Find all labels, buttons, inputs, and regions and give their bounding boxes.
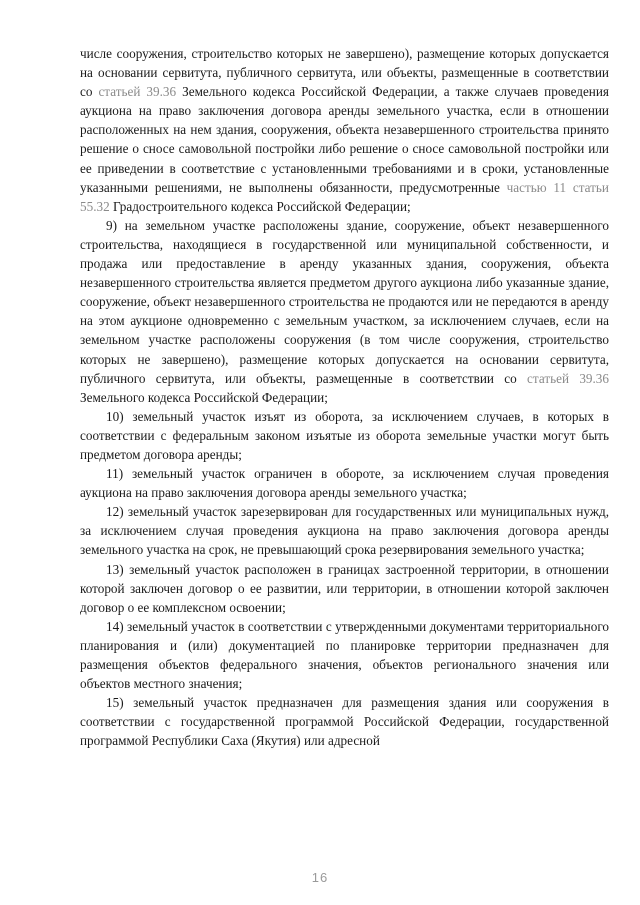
paragraph xyxy=(80,216,609,407)
law-reference-link[interactable]: частью 11 статьи 55.32 xyxy=(80,179,609,214)
paragraph-text: Градостроительного кодекса Российской Федерации; xyxy=(109,198,411,214)
paragraph xyxy=(80,407,609,464)
paragraph xyxy=(80,44,609,216)
paragraph xyxy=(80,617,609,693)
paragraph-text: 11) земельный участок ограничен в обороте, за исключением случая проведения аукциона на право заключения договора аренды земельного участка; xyxy=(80,466,609,501)
law-reference-link[interactable]: статьей 39.36 xyxy=(98,84,177,100)
paragraph xyxy=(80,693,609,750)
paragraph-text: 14) земельный участок в соответствии с утвержденными документами территориального планирования и (или) документацией по планировке территории предназначен для размещения объектов федерального значения, объектов регионального значения или объектов местного значения; xyxy=(80,618,609,692)
paragraph-text: числе сооружения, строительство которых не завершено), размещение которых допускается на основании сервитута, публичного сервитута, или объекты, размещенные в соответствии со xyxy=(80,46,609,100)
paragraph-text: 15) земельный участок предназначен для размещения здания или сооружения в соответствии с государственной программой Российской Федерации, государственной программой Республики Саха (Якутия) или адресной xyxy=(80,695,609,749)
document-body xyxy=(80,44,609,750)
page-number: 16 xyxy=(311,870,329,885)
paragraph-text: Земельного кодекса Российской Федерации; xyxy=(80,389,328,405)
paragraph-text: 12) земельный участок зарезервирован для государственных или муниципальных нужд, за исключением случая проведения аукциона на право заключения договора аренды земельного участка на срок, не превышающий срока резервирования земельного участка; xyxy=(80,504,609,558)
paragraph xyxy=(80,464,609,502)
paragraph xyxy=(80,560,609,617)
paragraph xyxy=(80,502,609,559)
law-reference-link[interactable]: статьей 39.36 xyxy=(527,370,609,386)
paragraph-text: 13) земельный участок расположен в границах застроенной территории, в отношении которой заключен договор о ее развитии, или территории, в отношении которой заключен договор о ее комплексном освоении; xyxy=(80,561,609,615)
paragraph-text: Земельного кодекса Российской Федерации, а также случаев проведения аукциона на право заключения договора аренды земельного участка, если в отношении расположенных на нем здания, сооружения, объекта незавершенного строительства принято решение о сносе самовольной постройки либо решение о сносе самовольной постройки или ее приведении в соответствие с установленными требованиями и в сроки, установленные указанными решениями, не выполнены обязанности, предусмотренные xyxy=(80,84,609,195)
paragraph-text: 9) на земельном участке расположены здание, сооружение, объект незавершенного строительства, находящиеся в государственной или муниципальной собственности, и продажа или предоставление в аренду указанных здания, сооружения, объекта незавершенного строительства является предметом другого аукциона либо указанные здание, сооружение, объект незавершенного строительства не продаются или не передаются в аренду на этом аукционе одновременно с земельным участком, за исключением случаев, если на земельном участке расположены сооружения (в том числе сооружения, строительство которых не завершено), размещение которых допускается на основании сервитута, публичного сервитута, или объекты, размещенные в соответствии со xyxy=(80,217,609,386)
paragraph-text: 10) земельный участок изъят из оборота, за исключением случаев, в которых в соответствии с федеральным законом изъятые из оборота земельные участки могут быть предметом договора аренды; xyxy=(80,408,609,462)
